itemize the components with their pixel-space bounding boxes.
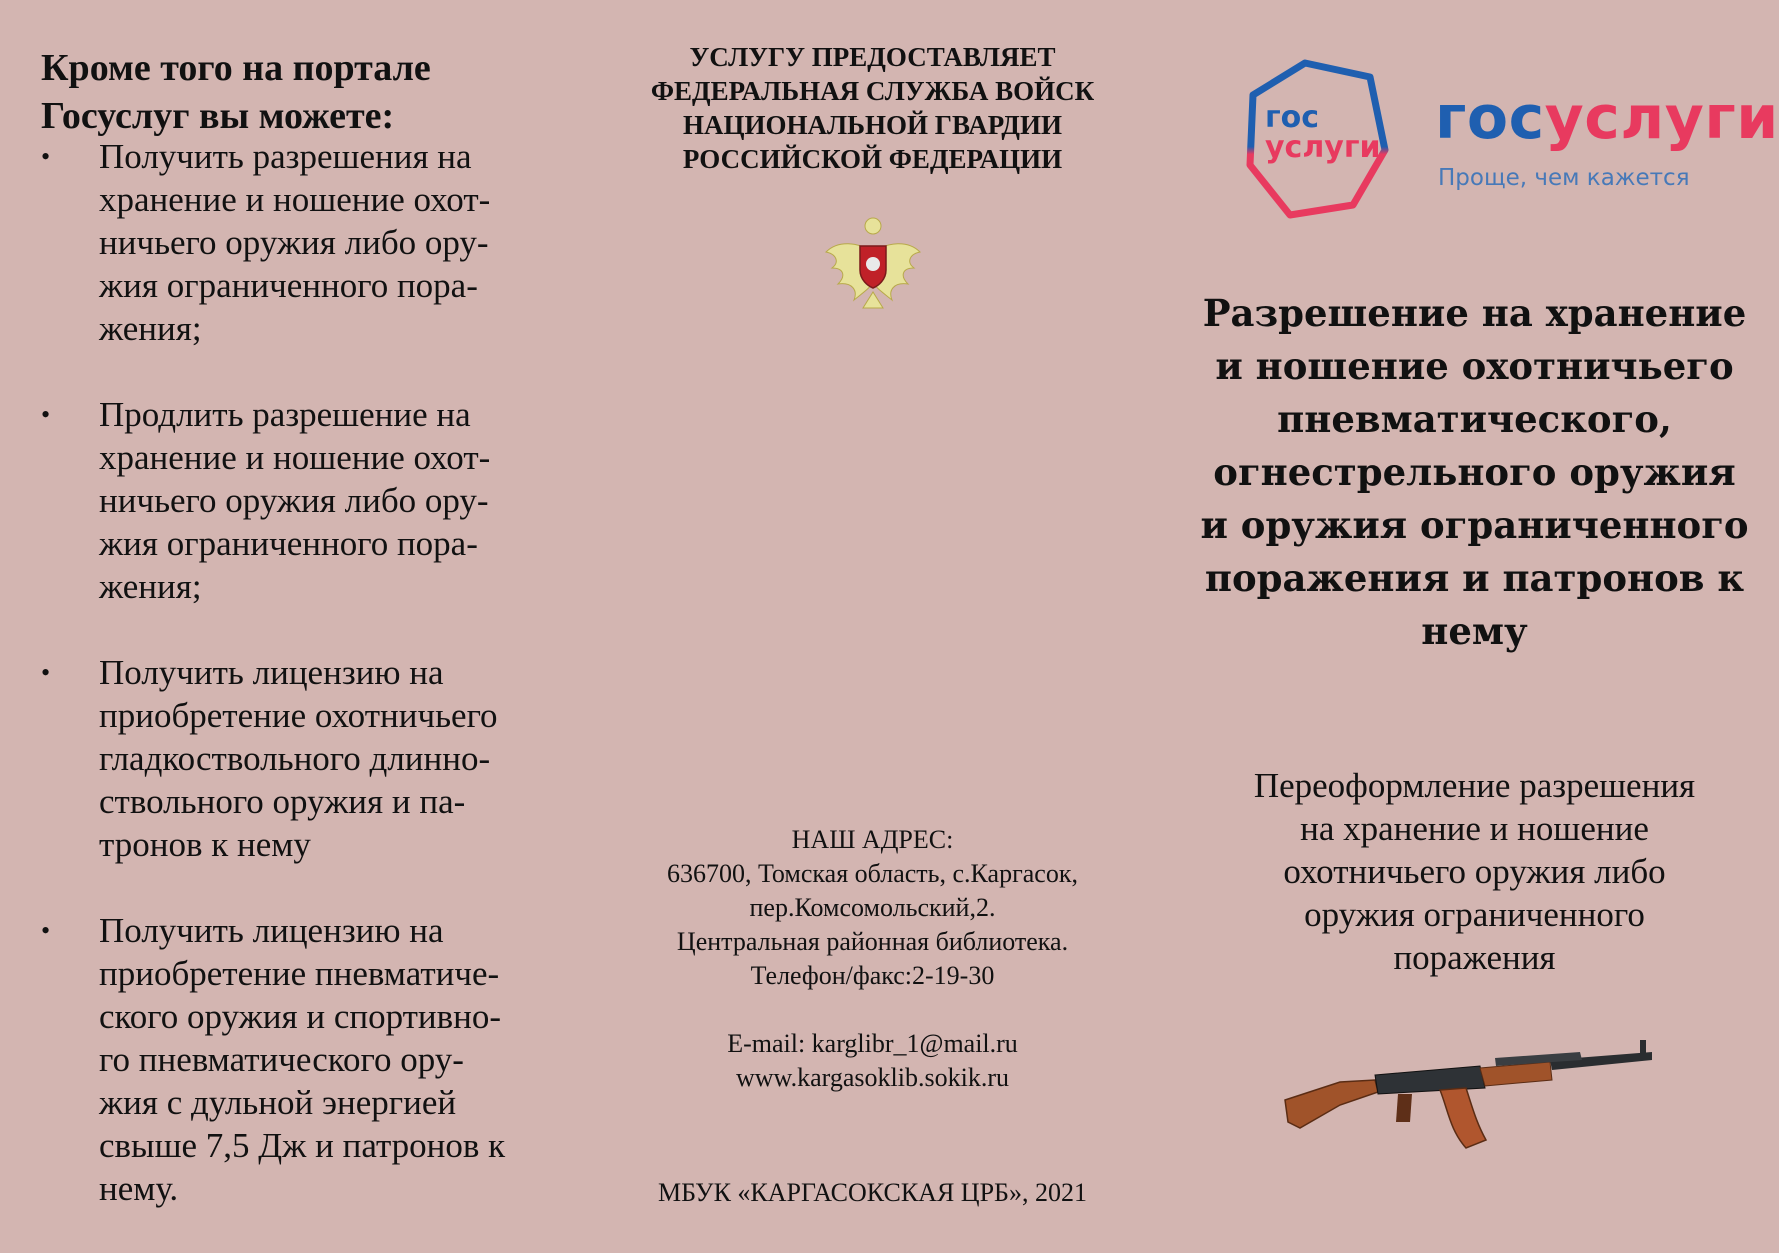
provider-line: ФЕДЕРАЛЬНАЯ СЛУЖБА ВОЙСК — [650, 76, 1095, 106]
national-guard-emblem — [818, 212, 928, 318]
provider-line: РОССИЙСКОЙ ФЕДЕРАЦИИ — [682, 144, 1063, 174]
services-list — [41, 135, 561, 1253]
list-item-line: тронов к нему — [99, 825, 311, 864]
list-item-line: Получить лицензию на — [99, 653, 444, 692]
middle-panel — [600, 0, 1145, 1240]
title-line: и ношение охотничьего — [1215, 344, 1734, 388]
list-item — [41, 135, 561, 350]
left-heading — [41, 44, 561, 140]
subtitle-line: охотничьего оружия либо — [1283, 852, 1666, 891]
provider-line: УСЛУГУ ПРЕДОСТАВЛЯЕТ — [689, 42, 1056, 72]
list-item-line: ствольного оружия и па- — [99, 782, 466, 821]
title-line: поражения и патронов к — [1204, 556, 1745, 600]
list-item-line: Продлить разрешение на — [99, 395, 471, 434]
gosuslugi-logo-wordmark — [1435, 83, 1779, 153]
list-item-line: гладкоствольного длинно- — [99, 739, 491, 778]
subtitle-line: оружия ограниченного — [1304, 895, 1645, 934]
address-line: пер.Комсомольский,2. — [749, 893, 996, 922]
title-line: пневматического, — [1277, 397, 1672, 441]
bullet-dot: • — [41, 658, 51, 687]
list-item-line: приобретение охотничьего — [99, 696, 498, 735]
website-text: www.kargasoklib.sokik.ru — [736, 1063, 1009, 1092]
logo-word-part2: услуги — [1544, 83, 1779, 153]
list-item-line: жия ограниченного пора- — [99, 266, 478, 305]
left-panel — [0, 0, 580, 1240]
address-line: Телефон/факс:2-19-30 — [750, 961, 995, 990]
title-line: Разрешение на хранение — [1202, 291, 1747, 335]
list-item-line: хранение и ношение охот- — [99, 180, 491, 219]
list-item-line: жения; — [99, 567, 202, 606]
subtitle-line: поражения — [1393, 938, 1556, 977]
list-item-line: жения; — [99, 309, 202, 348]
address-line: 636700, Томская область, с.Каргасок, — [667, 859, 1078, 888]
logo-small-part2: услуги — [1265, 130, 1381, 165]
address-line: Центральная районная библиотека. — [676, 927, 1069, 956]
logo-small-part1: гос — [1265, 100, 1320, 135]
title-line: нему — [1421, 609, 1528, 653]
logo-tagline: Проще, чем кажется — [1438, 165, 1690, 191]
list-item — [41, 651, 561, 866]
title-line: огнестрельного оружия — [1213, 450, 1736, 494]
left-heading-line: Кроме того на портале — [41, 47, 431, 89]
list-item-line: жия ограниченного пора- — [99, 524, 478, 563]
rifle-image — [1280, 1030, 1660, 1160]
left-heading-line: Госуслуг вы можете: — [41, 95, 395, 137]
list-item-line: го пневматического ору- — [99, 1040, 464, 1079]
list-item-line: приобретение пневматиче- — [99, 954, 500, 993]
list-item-line: жия с дульной энергией — [99, 1083, 457, 1122]
list-item-line: ничьего оружия либо ору- — [99, 481, 489, 520]
bullet-dot: • — [41, 142, 51, 171]
subtitle-line: на хранение и ношение — [1300, 809, 1649, 848]
document-title — [1195, 287, 1754, 658]
list-item-line: ничьего оружия либо ору- — [99, 223, 489, 262]
provider-line: НАЦИОНАЛЬНОЙ ГВАРДИИ — [683, 110, 1062, 140]
provider-heading — [600, 40, 1145, 176]
subtitle-line: Переоформление разрешения — [1253, 766, 1696, 805]
list-item — [41, 393, 561, 608]
list-item-line: Получить разрешения на — [99, 137, 472, 176]
title-line: и оружия ограниченного — [1200, 503, 1749, 547]
list-item-line: нему. — [99, 1169, 179, 1208]
list-item-line: Получить лицензию на — [99, 911, 444, 950]
email-text: E-mail: karglibr_1@mail.ru — [727, 1029, 1018, 1058]
right-panel — [1195, 0, 1779, 1240]
footer-text: МБУК «КАРГАСОКСКАЯ ЦРБ», 2021 — [658, 1178, 1087, 1207]
address-block — [600, 823, 1145, 1095]
list-item-line: хранение и ношение охот- — [99, 438, 491, 477]
logo-word-part1: гос — [1435, 83, 1545, 153]
bullet-dot: • — [41, 916, 51, 945]
address-line: НАШ АДРЕС: — [791, 825, 954, 854]
list-item-line: свыше 7,5 Дж и патронов к — [99, 1126, 506, 1165]
document-subtitle — [1195, 764, 1754, 979]
gosuslugi-logo — [1235, 55, 1779, 230]
bullet-dot: • — [41, 400, 51, 429]
gosuslugi-logo-small-text — [1265, 100, 1381, 165]
list-item — [41, 909, 561, 1210]
list-item-line: ского оружия и спортивно- — [99, 997, 502, 1036]
